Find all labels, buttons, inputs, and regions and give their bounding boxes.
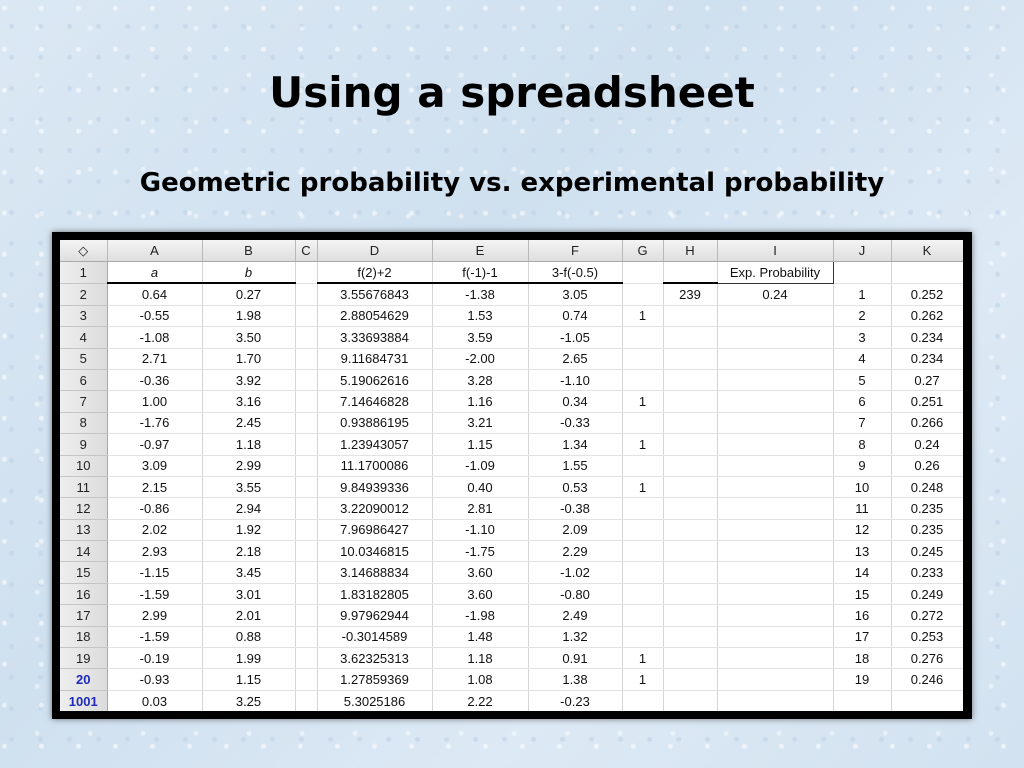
- cell[interactable]: [717, 605, 833, 626]
- cell[interactable]: 19: [833, 669, 891, 690]
- cell[interactable]: [295, 369, 317, 390]
- cell[interactable]: 0.245: [891, 541, 963, 562]
- cell[interactable]: -0.38: [528, 498, 622, 519]
- cell[interactable]: 3.22090012: [317, 498, 432, 519]
- cell[interactable]: -0.36: [107, 369, 202, 390]
- cell[interactable]: -1.76: [107, 412, 202, 433]
- cell[interactable]: [717, 327, 833, 348]
- cell[interactable]: [295, 262, 317, 284]
- cell[interactable]: 0.34: [528, 391, 622, 412]
- table-row: [60, 305, 963, 326]
- cell[interactable]: [622, 262, 663, 284]
- cell[interactable]: [622, 369, 663, 390]
- cell[interactable]: [622, 519, 663, 540]
- cell[interactable]: 1.00: [107, 391, 202, 412]
- table-row: [60, 669, 963, 690]
- cell[interactable]: -1.02: [528, 562, 622, 583]
- cell[interactable]: 1.23943057: [317, 434, 432, 455]
- spreadsheet: [60, 240, 963, 711]
- cell[interactable]: 1.16: [432, 391, 528, 412]
- cell[interactable]: [622, 283, 663, 305]
- cell[interactable]: -1.09: [432, 455, 528, 476]
- cell[interactable]: 7: [833, 412, 891, 433]
- cell[interactable]: -0.19: [107, 648, 202, 669]
- cell[interactable]: 3-f(-0.5): [528, 262, 622, 284]
- cell[interactable]: [663, 262, 717, 284]
- cell[interactable]: 0.40: [432, 476, 528, 497]
- cell[interactable]: 5.19062616: [317, 369, 432, 390]
- cell[interactable]: 0.235: [891, 519, 963, 540]
- row-header[interactable]: 1001: [60, 690, 107, 711]
- cell[interactable]: 0.252: [891, 283, 963, 305]
- cell[interactable]: [295, 562, 317, 583]
- cell[interactable]: a: [107, 262, 202, 284]
- cell[interactable]: [717, 476, 833, 497]
- cell[interactable]: 13: [833, 541, 891, 562]
- cell[interactable]: [622, 348, 663, 369]
- row-header[interactable]: 4: [60, 327, 107, 348]
- cell[interactable]: 6: [833, 391, 891, 412]
- cell[interactable]: [622, 626, 663, 647]
- cell[interactable]: 239: [663, 283, 717, 305]
- column-header-d[interactable]: D: [317, 240, 432, 262]
- cell[interactable]: [663, 648, 717, 669]
- cell[interactable]: 1.53: [432, 305, 528, 326]
- spreadsheet-frame: [52, 232, 972, 719]
- slide-title: Using a spreadsheet: [269, 68, 755, 117]
- cell[interactable]: [891, 262, 963, 284]
- cell[interactable]: f(-1)-1: [432, 262, 528, 284]
- cell[interactable]: -0.3014589: [317, 626, 432, 647]
- cell[interactable]: 3.92: [202, 369, 295, 390]
- cell[interactable]: 1.83182805: [317, 583, 432, 604]
- cell[interactable]: 10.0346815: [317, 541, 432, 562]
- cell[interactable]: 0.251: [891, 391, 963, 412]
- cell[interactable]: 3.14688834: [317, 562, 432, 583]
- cell[interactable]: 0.53: [528, 476, 622, 497]
- column-header-c[interactable]: C: [295, 240, 317, 262]
- cell[interactable]: [295, 348, 317, 369]
- row-header[interactable]: 7: [60, 391, 107, 412]
- cell[interactable]: 0.249: [891, 583, 963, 604]
- cell[interactable]: 1: [622, 648, 663, 669]
- row-header[interactable]: 2: [60, 283, 107, 305]
- cell[interactable]: 2: [833, 305, 891, 326]
- cell[interactable]: 9.11684731: [317, 348, 432, 369]
- cell[interactable]: [663, 455, 717, 476]
- cell[interactable]: 1.32: [528, 626, 622, 647]
- cell[interactable]: [663, 605, 717, 626]
- cell[interactable]: 0.03: [107, 690, 202, 711]
- cell[interactable]: 1: [622, 669, 663, 690]
- table-row: [60, 391, 963, 412]
- cell[interactable]: [663, 541, 717, 562]
- cell[interactable]: [295, 283, 317, 305]
- cell[interactable]: 10: [833, 476, 891, 497]
- cell[interactable]: [663, 519, 717, 540]
- cell[interactable]: -1.15: [107, 562, 202, 583]
- cell[interactable]: [833, 262, 891, 284]
- cell[interactable]: [663, 391, 717, 412]
- cell[interactable]: [663, 412, 717, 433]
- cell[interactable]: -1.59: [107, 626, 202, 647]
- cell[interactable]: 1: [622, 305, 663, 326]
- cell[interactable]: 2.49: [528, 605, 622, 626]
- cell[interactable]: 3.50: [202, 327, 295, 348]
- cell[interactable]: 1.18: [202, 434, 295, 455]
- cell[interactable]: 3.60: [432, 583, 528, 604]
- column-header-row: [60, 240, 963, 262]
- cell[interactable]: [717, 562, 833, 583]
- cell[interactable]: [717, 412, 833, 433]
- cell[interactable]: 1.38: [528, 669, 622, 690]
- row-header[interactable]: 9: [60, 434, 107, 455]
- cell[interactable]: 11.1700086: [317, 455, 432, 476]
- cell[interactable]: 3.25: [202, 690, 295, 711]
- cell[interactable]: 0.233: [891, 562, 963, 583]
- cell[interactable]: 2.18: [202, 541, 295, 562]
- table-row: [60, 476, 963, 497]
- cell[interactable]: 1: [622, 434, 663, 455]
- row-header[interactable]: 10: [60, 455, 107, 476]
- cell[interactable]: [622, 690, 663, 711]
- cell[interactable]: 2.71: [107, 348, 202, 369]
- cell[interactable]: 5: [833, 369, 891, 390]
- cell[interactable]: 1: [622, 476, 663, 497]
- cell[interactable]: [717, 369, 833, 390]
- cell[interactable]: -1.08: [107, 327, 202, 348]
- cell[interactable]: 7.96986427: [317, 519, 432, 540]
- cell[interactable]: 3.55676843: [317, 283, 432, 305]
- cell[interactable]: [663, 348, 717, 369]
- cell[interactable]: [295, 434, 317, 455]
- cell[interactable]: [295, 669, 317, 690]
- cell[interactable]: [622, 562, 663, 583]
- cell[interactable]: [622, 455, 663, 476]
- cell[interactable]: 0.24: [717, 283, 833, 305]
- cell[interactable]: -0.97: [107, 434, 202, 455]
- column-header-g[interactable]: G: [622, 240, 663, 262]
- table-row: [60, 583, 963, 604]
- cell[interactable]: -1.10: [528, 369, 622, 390]
- cell[interactable]: 1.27859369: [317, 669, 432, 690]
- cell[interactable]: 0.24: [891, 434, 963, 455]
- cell[interactable]: 3.62325313: [317, 648, 432, 669]
- cell[interactable]: [663, 476, 717, 497]
- table-row: [60, 369, 963, 390]
- cell[interactable]: 9: [833, 455, 891, 476]
- cell[interactable]: [717, 690, 833, 711]
- row-header[interactable]: 3: [60, 305, 107, 326]
- cell[interactable]: [295, 626, 317, 647]
- cell[interactable]: [663, 369, 717, 390]
- table-row: [60, 562, 963, 583]
- cell[interactable]: 0.262: [891, 305, 963, 326]
- cell[interactable]: 1: [622, 391, 663, 412]
- cell[interactable]: [295, 583, 317, 604]
- cell[interactable]: 3.28: [432, 369, 528, 390]
- table-row: [60, 434, 963, 455]
- cell[interactable]: [663, 690, 717, 711]
- cell[interactable]: 3.59: [432, 327, 528, 348]
- cell[interactable]: [295, 498, 317, 519]
- cell[interactable]: [295, 327, 317, 348]
- cell[interactable]: -0.86: [107, 498, 202, 519]
- cell[interactable]: 2.93: [107, 541, 202, 562]
- cell[interactable]: 2.88054629: [317, 305, 432, 326]
- cell[interactable]: [717, 669, 833, 690]
- cell[interactable]: 0.246: [891, 669, 963, 690]
- row-header[interactable]: 19: [60, 648, 107, 669]
- cell[interactable]: 2.65: [528, 348, 622, 369]
- cell[interactable]: 0.234: [891, 327, 963, 348]
- row-header[interactable]: 5: [60, 348, 107, 369]
- cell[interactable]: 14: [833, 562, 891, 583]
- cell[interactable]: [663, 669, 717, 690]
- cell[interactable]: -1.38: [432, 283, 528, 305]
- column-header-j[interactable]: J: [833, 240, 891, 262]
- cell[interactable]: 2.09: [528, 519, 622, 540]
- row-header[interactable]: 8: [60, 412, 107, 433]
- cell[interactable]: f(2)+2: [317, 262, 432, 284]
- cell[interactable]: [717, 391, 833, 412]
- cell[interactable]: 17: [833, 626, 891, 647]
- cell[interactable]: [717, 498, 833, 519]
- cell[interactable]: [295, 412, 317, 433]
- table-row: [60, 541, 963, 562]
- cell[interactable]: 2.94: [202, 498, 295, 519]
- cell[interactable]: 1.48: [432, 626, 528, 647]
- cell[interactable]: [622, 412, 663, 433]
- table-row: [60, 348, 963, 369]
- cell[interactable]: [663, 305, 717, 326]
- cell[interactable]: 18: [833, 648, 891, 669]
- cell[interactable]: 0.272: [891, 605, 963, 626]
- row-header[interactable]: 18: [60, 626, 107, 647]
- cell[interactable]: [663, 434, 717, 455]
- row-header[interactable]: 1: [60, 262, 107, 284]
- cell[interactable]: [295, 519, 317, 540]
- cell[interactable]: [663, 626, 717, 647]
- cell[interactable]: 0.26: [891, 455, 963, 476]
- cell[interactable]: [717, 541, 833, 562]
- row-header[interactable]: 13: [60, 519, 107, 540]
- column-header-h[interactable]: H: [663, 240, 717, 262]
- cell[interactable]: 1.15: [432, 434, 528, 455]
- cell[interactable]: [663, 327, 717, 348]
- cell[interactable]: 1.08: [432, 669, 528, 690]
- cell[interactable]: [717, 648, 833, 669]
- cell[interactable]: [622, 498, 663, 519]
- cell[interactable]: 1.34: [528, 434, 622, 455]
- cell[interactable]: -1.98: [432, 605, 528, 626]
- cell[interactable]: 2.15: [107, 476, 202, 497]
- cell[interactable]: 8: [833, 434, 891, 455]
- select-all-corner-icon[interactable]: ◇: [60, 240, 107, 262]
- table-row: [60, 262, 963, 284]
- column-header-k[interactable]: K: [891, 240, 963, 262]
- cell[interactable]: 3.60: [432, 562, 528, 583]
- cell[interactable]: 0.253: [891, 626, 963, 647]
- row-header[interactable]: 17: [60, 605, 107, 626]
- cell[interactable]: 0.27: [891, 369, 963, 390]
- cell[interactable]: 0.27: [202, 283, 295, 305]
- table-row: [60, 498, 963, 519]
- cell[interactable]: 1.99: [202, 648, 295, 669]
- table-row: [60, 283, 963, 305]
- cell[interactable]: [295, 455, 317, 476]
- cell[interactable]: -1.59: [107, 583, 202, 604]
- cell[interactable]: -2.00: [432, 348, 528, 369]
- cell[interactable]: 0.93886195: [317, 412, 432, 433]
- cell[interactable]: [717, 434, 833, 455]
- cell[interactable]: 2.01: [202, 605, 295, 626]
- cell[interactable]: Exp. Probability: [717, 262, 833, 284]
- cell[interactable]: 5.3025186: [317, 690, 432, 711]
- cell[interactable]: 0.235: [891, 498, 963, 519]
- cell[interactable]: 3.16: [202, 391, 295, 412]
- cell[interactable]: [717, 626, 833, 647]
- cell[interactable]: 15: [833, 583, 891, 604]
- cell[interactable]: 1: [833, 283, 891, 305]
- cell[interactable]: [295, 648, 317, 669]
- row-header[interactable]: 6: [60, 369, 107, 390]
- cell[interactable]: [295, 605, 317, 626]
- table-row: [60, 327, 963, 348]
- column-header-i[interactable]: I: [717, 240, 833, 262]
- cell[interactable]: [717, 455, 833, 476]
- cell[interactable]: 3: [833, 327, 891, 348]
- cell[interactable]: 0.74: [528, 305, 622, 326]
- cell[interactable]: 11: [833, 498, 891, 519]
- cell[interactable]: b: [202, 262, 295, 284]
- cell[interactable]: -0.55: [107, 305, 202, 326]
- table-row: [60, 605, 963, 626]
- table-row: [60, 626, 963, 647]
- row-header[interactable]: 12: [60, 498, 107, 519]
- cell[interactable]: 3.05: [528, 283, 622, 305]
- cell[interactable]: 2.29: [528, 541, 622, 562]
- cell[interactable]: 3.55: [202, 476, 295, 497]
- cell[interactable]: 3.33693884: [317, 327, 432, 348]
- cell[interactable]: 0.91: [528, 648, 622, 669]
- row-header[interactable]: 20: [60, 669, 107, 690]
- cell[interactable]: 1.98: [202, 305, 295, 326]
- row-header[interactable]: 11: [60, 476, 107, 497]
- cell[interactable]: 7.14646828: [317, 391, 432, 412]
- cell[interactable]: 0.88: [202, 626, 295, 647]
- cell[interactable]: -1.10: [432, 519, 528, 540]
- cell[interactable]: 4: [833, 348, 891, 369]
- spreadsheet-grid: [60, 240, 963, 711]
- cell[interactable]: 1.15: [202, 669, 295, 690]
- cell[interactable]: 12: [833, 519, 891, 540]
- cell[interactable]: 9.84939336: [317, 476, 432, 497]
- cell[interactable]: [295, 391, 317, 412]
- cell[interactable]: 3.01: [202, 583, 295, 604]
- cell[interactable]: [833, 690, 891, 711]
- cell[interactable]: 1.92: [202, 519, 295, 540]
- table-row: [60, 455, 963, 476]
- column-header-b[interactable]: B: [202, 240, 295, 262]
- cell[interactable]: [622, 583, 663, 604]
- cell[interactable]: [295, 541, 317, 562]
- column-header-a[interactable]: A: [107, 240, 202, 262]
- cell[interactable]: 3.21: [432, 412, 528, 433]
- cell[interactable]: 2.81: [432, 498, 528, 519]
- cell[interactable]: -0.23: [528, 690, 622, 711]
- table-row: [60, 412, 963, 433]
- cell[interactable]: 2.99: [107, 605, 202, 626]
- cell[interactable]: [663, 498, 717, 519]
- cell[interactable]: [717, 305, 833, 326]
- cell[interactable]: [295, 305, 317, 326]
- cell[interactable]: [891, 690, 963, 711]
- cell[interactable]: 3.09: [107, 455, 202, 476]
- table-row: [60, 648, 963, 669]
- cell[interactable]: 2.99: [202, 455, 295, 476]
- column-header-f[interactable]: F: [528, 240, 622, 262]
- cell[interactable]: [717, 348, 833, 369]
- cell[interactable]: -0.93: [107, 669, 202, 690]
- row-header[interactable]: 14: [60, 541, 107, 562]
- cell[interactable]: 0.64: [107, 283, 202, 305]
- cell[interactable]: 0.248: [891, 476, 963, 497]
- row-header[interactable]: 15: [60, 562, 107, 583]
- cell[interactable]: 1.70: [202, 348, 295, 369]
- cell[interactable]: 2.02: [107, 519, 202, 540]
- cell[interactable]: 1.55: [528, 455, 622, 476]
- cell[interactable]: [622, 541, 663, 562]
- cell[interactable]: [622, 327, 663, 348]
- table-row: [60, 519, 963, 540]
- table-row: [60, 690, 963, 711]
- cell[interactable]: [295, 476, 317, 497]
- cell[interactable]: -0.33: [528, 412, 622, 433]
- slide-subtitle: Geometric probability vs. experimental probability: [139, 168, 885, 198]
- cell[interactable]: 2.22: [432, 690, 528, 711]
- cell[interactable]: 0.276: [891, 648, 963, 669]
- cell[interactable]: 0.266: [891, 412, 963, 433]
- row-header[interactable]: 16: [60, 583, 107, 604]
- cell[interactable]: 9.97962944: [317, 605, 432, 626]
- cell[interactable]: [717, 519, 833, 540]
- cell[interactable]: [663, 562, 717, 583]
- cell[interactable]: [295, 690, 317, 711]
- cell[interactable]: 2.45: [202, 412, 295, 433]
- cell[interactable]: [717, 583, 833, 604]
- cell[interactable]: 3.45: [202, 562, 295, 583]
- cell[interactable]: 0.234: [891, 348, 963, 369]
- cell[interactable]: -1.05: [528, 327, 622, 348]
- cell[interactable]: -0.80: [528, 583, 622, 604]
- column-header-e[interactable]: E: [432, 240, 528, 262]
- cell[interactable]: -1.75: [432, 541, 528, 562]
- cell[interactable]: [663, 583, 717, 604]
- cell[interactable]: 16: [833, 605, 891, 626]
- cell[interactable]: 1.18: [432, 648, 528, 669]
- cell[interactable]: [622, 605, 663, 626]
